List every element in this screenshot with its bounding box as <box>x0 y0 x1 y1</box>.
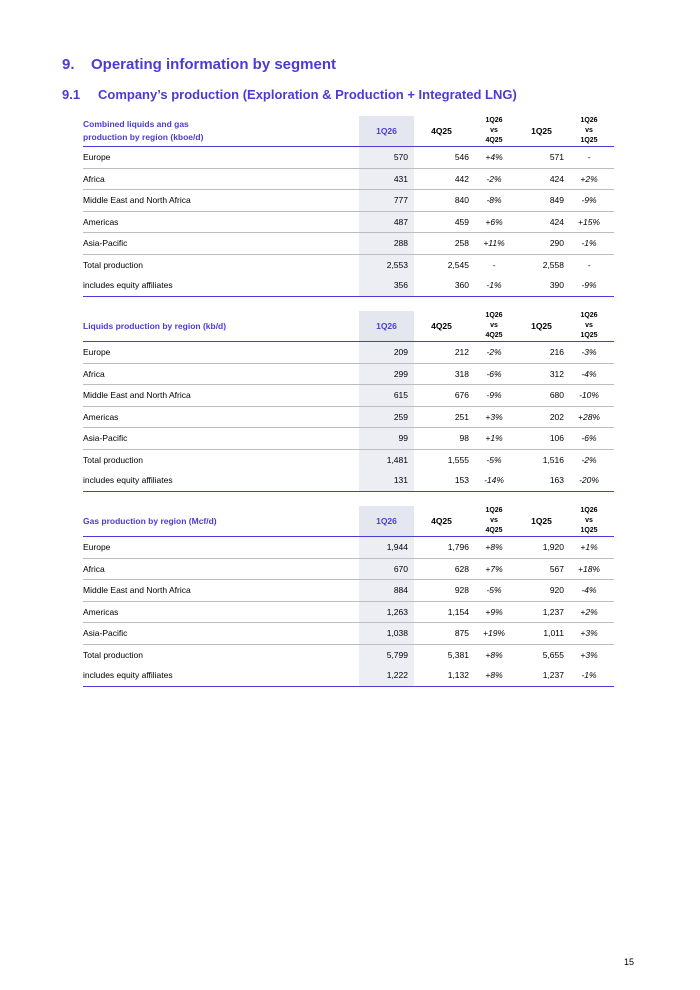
table-cell: +28% <box>564 406 614 428</box>
table-cell: +3% <box>564 623 614 645</box>
table-cell: 884 <box>359 580 414 602</box>
table-cell: - <box>564 254 614 275</box>
table-cell: 356 <box>359 275 414 296</box>
table-cell: 258 <box>414 233 469 255</box>
table-cell: +1% <box>564 537 614 559</box>
table-cell: 777 <box>359 190 414 212</box>
table-row <box>83 342 614 364</box>
table-row <box>83 363 614 385</box>
col-header-vs-prev-year: 1Q26 vs 1Q25 <box>564 311 614 342</box>
table-cell: Middle East and North Africa <box>83 385 359 407</box>
col-header-prev-year: 1Q25 <box>519 311 564 342</box>
table-cell: - <box>469 254 519 275</box>
table-cell: 424 <box>519 211 564 233</box>
table-cell: - <box>564 147 614 169</box>
table-cell: +8% <box>469 644 519 665</box>
table-cell: Americas <box>83 406 359 428</box>
table-cell: -5% <box>469 449 519 470</box>
table-cell: 431 <box>359 168 414 190</box>
table-cell: -2% <box>469 168 519 190</box>
subsection-title: Company’s production (Exploration & Production + Integrated LNG) <box>98 87 517 102</box>
table-cell: Africa <box>83 363 359 385</box>
table-cell: -2% <box>469 342 519 364</box>
col-header-prev-year: 1Q25 <box>519 116 564 147</box>
table-row <box>83 168 614 190</box>
table-cell: 1,038 <box>359 623 414 645</box>
table-cell: +9% <box>469 601 519 623</box>
col-header-current: 1Q26 <box>359 311 414 342</box>
table-cell: +7% <box>469 558 519 580</box>
combined-production-table <box>83 116 614 297</box>
table-cell: -9% <box>469 385 519 407</box>
table-cell: +2% <box>564 601 614 623</box>
table-row <box>83 233 614 255</box>
table-cell: Africa <box>83 168 359 190</box>
equity-affiliates-row <box>83 470 614 491</box>
table-cell: 1,920 <box>519 537 564 559</box>
table-cell: +8% <box>469 537 519 559</box>
table-title: Liquids production by region (kb/d) <box>83 311 359 342</box>
table-cell: -20% <box>564 470 614 491</box>
table-cell: -5% <box>469 580 519 602</box>
table-cell: 299 <box>359 363 414 385</box>
table-cell: +6% <box>469 211 519 233</box>
table-cell: 1,222 <box>359 665 414 686</box>
table-row <box>83 406 614 428</box>
table-cell: 163 <box>519 470 564 491</box>
table-cell: 1,011 <box>519 623 564 645</box>
table-row <box>83 537 614 559</box>
table-cell: +2% <box>564 168 614 190</box>
table-cell: 628 <box>414 558 469 580</box>
table-cell: -10% <box>564 385 614 407</box>
col-header-vs-prev-year: 1Q26 vs 1Q25 <box>564 116 614 147</box>
equity-affiliates-row <box>83 665 614 686</box>
total-row <box>83 449 614 470</box>
table-cell: 920 <box>519 580 564 602</box>
table-cell: 209 <box>359 342 414 364</box>
table-cell: Total production <box>83 449 359 470</box>
col-header-vs-prev-quarter: 1Q26 vs 4Q25 <box>469 311 519 342</box>
col-header-prev-quarter: 4Q25 <box>414 116 469 147</box>
table-cell: -9% <box>564 190 614 212</box>
table-row <box>83 190 614 212</box>
table-cell: Europe <box>83 147 359 169</box>
liquids-production-table <box>83 311 614 492</box>
table-cell: 312 <box>519 363 564 385</box>
table-cell: Total production <box>83 644 359 665</box>
table-cell: 153 <box>414 470 469 491</box>
table-cell: 251 <box>414 406 469 428</box>
table-cell: 487 <box>359 211 414 233</box>
table-cell: Americas <box>83 211 359 233</box>
table-row <box>83 601 614 623</box>
table-cell: includes equity affiliates <box>83 470 359 491</box>
gas-production-table <box>83 506 614 687</box>
table-row <box>83 580 614 602</box>
table-row <box>83 428 614 450</box>
equity-affiliates-row <box>83 275 614 296</box>
table-cell: -1% <box>469 275 519 296</box>
table-cell: 676 <box>414 385 469 407</box>
table-cell: 288 <box>359 233 414 255</box>
table-cell: includes equity affiliates <box>83 275 359 296</box>
table-title: Combined liquids and gas production by region (kboe/d) <box>83 116 359 147</box>
table-cell: 1,237 <box>519 601 564 623</box>
table-cell: 106 <box>519 428 564 450</box>
table-cell: -3% <box>564 342 614 364</box>
table-cell: -6% <box>469 363 519 385</box>
table-cell: 202 <box>519 406 564 428</box>
section-title: Operating information by segment <box>91 56 337 73</box>
table-cell: 98 <box>414 428 469 450</box>
table-cell: 849 <box>519 190 564 212</box>
table-row <box>83 147 614 169</box>
table-cell: 212 <box>414 342 469 364</box>
table-cell: 1,555 <box>414 449 469 470</box>
section-heading <box>62 56 336 73</box>
table-cell: Europe <box>83 342 359 364</box>
table-cell: 2,558 <box>519 254 564 275</box>
col-header-prev-quarter: 4Q25 <box>414 506 469 537</box>
table-cell: 1,944 <box>359 537 414 559</box>
subsection-number: 9.1 <box>62 87 81 102</box>
table-cell: +15% <box>564 211 614 233</box>
col-header-vs-prev-quarter: 1Q26 vs 4Q25 <box>469 506 519 537</box>
table-cell: -6% <box>564 428 614 450</box>
subsection-heading <box>62 87 517 102</box>
table-row <box>83 211 614 233</box>
table-cell: 5,799 <box>359 644 414 665</box>
table-cell: 615 <box>359 385 414 407</box>
table-cell: 1,796 <box>414 537 469 559</box>
section-number: 9. <box>62 56 75 73</box>
table-cell: Middle East and North Africa <box>83 190 359 212</box>
table-cell: +19% <box>469 623 519 645</box>
table-cell: Total production <box>83 254 359 275</box>
table-cell: +11% <box>469 233 519 255</box>
table-cell: 928 <box>414 580 469 602</box>
table-cell: Asia-Pacific <box>83 233 359 255</box>
col-header-prev-quarter: 4Q25 <box>414 311 469 342</box>
table-cell: 5,655 <box>519 644 564 665</box>
table-cell: +3% <box>564 644 614 665</box>
table-cell: 546 <box>414 147 469 169</box>
table-cell: Europe <box>83 537 359 559</box>
table-cell: +3% <box>469 406 519 428</box>
total-row <box>83 254 614 275</box>
table-row <box>83 385 614 407</box>
table-cell: 424 <box>519 168 564 190</box>
table-cell: 131 <box>359 470 414 491</box>
table-cell: -8% <box>469 190 519 212</box>
table-cell: 875 <box>414 623 469 645</box>
table-cell: 670 <box>359 558 414 580</box>
table-row <box>83 558 614 580</box>
table-cell: Americas <box>83 601 359 623</box>
table-cell: -14% <box>469 470 519 491</box>
table-cell: 840 <box>414 190 469 212</box>
table-cell: -2% <box>564 449 614 470</box>
table-cell: 567 <box>519 558 564 580</box>
col-header-current: 1Q26 <box>359 506 414 537</box>
table-cell: 2,545 <box>414 254 469 275</box>
table-cell: 318 <box>414 363 469 385</box>
table-cell: 680 <box>519 385 564 407</box>
table-cell: 99 <box>359 428 414 450</box>
table-cell: 390 <box>519 275 564 296</box>
table-cell: +18% <box>564 558 614 580</box>
table-cell: -4% <box>564 363 614 385</box>
total-row <box>83 644 614 665</box>
table-cell: -4% <box>564 580 614 602</box>
table-cell: Asia-Pacific <box>83 428 359 450</box>
table-cell: 1,132 <box>414 665 469 686</box>
table-cell: 459 <box>414 211 469 233</box>
page-number: 15 <box>624 957 635 967</box>
table-cell: Asia-Pacific <box>83 623 359 645</box>
table-cell: 216 <box>519 342 564 364</box>
table-cell: 259 <box>359 406 414 428</box>
col-header-vs-prev-quarter: 1Q26 vs 4Q25 <box>469 116 519 147</box>
table-title: Gas production by region (Mcf/d) <box>83 506 359 537</box>
table-cell: Middle East and North Africa <box>83 580 359 602</box>
table-cell: 1,263 <box>359 601 414 623</box>
col-header-prev-year: 1Q25 <box>519 506 564 537</box>
table-cell: 1,516 <box>519 449 564 470</box>
table-cell: -1% <box>564 233 614 255</box>
col-header-vs-prev-year: 1Q26 vs 1Q25 <box>564 506 614 537</box>
table-row <box>83 623 614 645</box>
table-cell: 5,381 <box>414 644 469 665</box>
table-cell: -1% <box>564 665 614 686</box>
table-cell: 571 <box>519 147 564 169</box>
table-cell: includes equity affiliates <box>83 665 359 686</box>
table-cell: 360 <box>414 275 469 296</box>
table-cell: 442 <box>414 168 469 190</box>
table-cell: +8% <box>469 665 519 686</box>
table-cell: 2,553 <box>359 254 414 275</box>
table-cell: -9% <box>564 275 614 296</box>
table-cell: Africa <box>83 558 359 580</box>
table-cell: 1,154 <box>414 601 469 623</box>
table-cell: 1,237 <box>519 665 564 686</box>
table-cell: 1,481 <box>359 449 414 470</box>
table-cell: +1% <box>469 428 519 450</box>
col-header-current: 1Q26 <box>359 116 414 147</box>
table-cell: 290 <box>519 233 564 255</box>
table-cell: 570 <box>359 147 414 169</box>
table-cell: +4% <box>469 147 519 169</box>
